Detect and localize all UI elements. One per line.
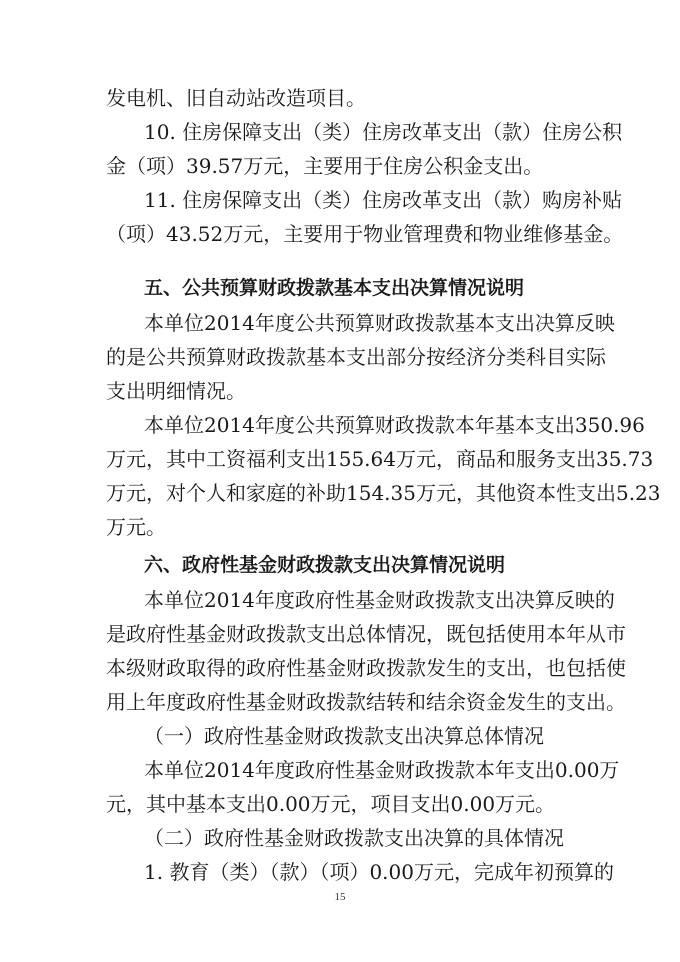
paragraph-line: 万元。 <box>106 515 166 539</box>
paragraph-line: 1. 教育（类）（款）（项）0.00万元，完成年初预算的 <box>144 860 614 884</box>
list-item-11-line: 11. 住房保障支出（类）住房改革支出（款）购房补贴 <box>144 188 623 212</box>
paragraph-line: 万元，对个人和家庭的补助154.35万元，其他资本性支出5.23 <box>106 481 661 505</box>
paragraph-line: 是政府性基金财政拨款支出总体情况，既包括使用本年从市 <box>106 622 626 646</box>
subsection-heading-1: （一）政府性基金财政拨款支出决算总体情况 <box>144 724 544 748</box>
section-heading-6: 六、政府性基金财政拨款支出决算情况说明 <box>144 554 506 576</box>
page-number: 15 <box>334 891 346 903</box>
paragraph-line: 本级财政取得的政府性基金财政拨款发生的支出，也包括使 <box>106 656 626 680</box>
paragraph-line: 发电机、旧自动站改造项目。 <box>106 86 366 110</box>
paragraph-line: 的是公共预算财政拨款基本支出部分按经济分类科目实际 <box>106 345 606 369</box>
paragraph-line: 本单位2014年度政府性基金财政拨款支出决算反映的 <box>144 588 615 612</box>
list-item-10-line: 10. 住房保障支出（类）住房改革支出（款）住房公积 <box>144 120 623 144</box>
list-item-10-line: 金（项）39.57万元，主要用于住房公积金支出。 <box>106 154 544 178</box>
section-heading-5: 五、公共预算财政拨款基本支出决算情况说明 <box>144 277 525 299</box>
paragraph-line: 用上年度政府性基金财政拨款结转和结余资金发生的支出。 <box>106 690 626 714</box>
paragraph-line: 本单位2014年度公共预算财政拨款本年基本支出350.96 <box>144 413 645 437</box>
paragraph-line: 本单位2014年度政府性基金财政拨款本年支出0.00万 <box>144 758 620 782</box>
list-item-11-line: （项）43.52万元，主要用于物业管理费和物业维修基金。 <box>106 222 624 246</box>
paragraph-line: 万元，其中工资福利支出155.64万元，商品和服务支出35.73 <box>106 447 654 471</box>
paragraph-line: 支出明细情况。 <box>106 379 246 403</box>
paragraph-line: 本单位2014年度公共预算财政拨款基本支出决算反映 <box>144 311 615 335</box>
paragraph-line: 元，其中基本支出0.00万元，项目支出0.00万元。 <box>106 792 556 816</box>
paragraph-line: （二）政府性基金财政拨款支出决算的具体情况 <box>144 826 564 850</box>
